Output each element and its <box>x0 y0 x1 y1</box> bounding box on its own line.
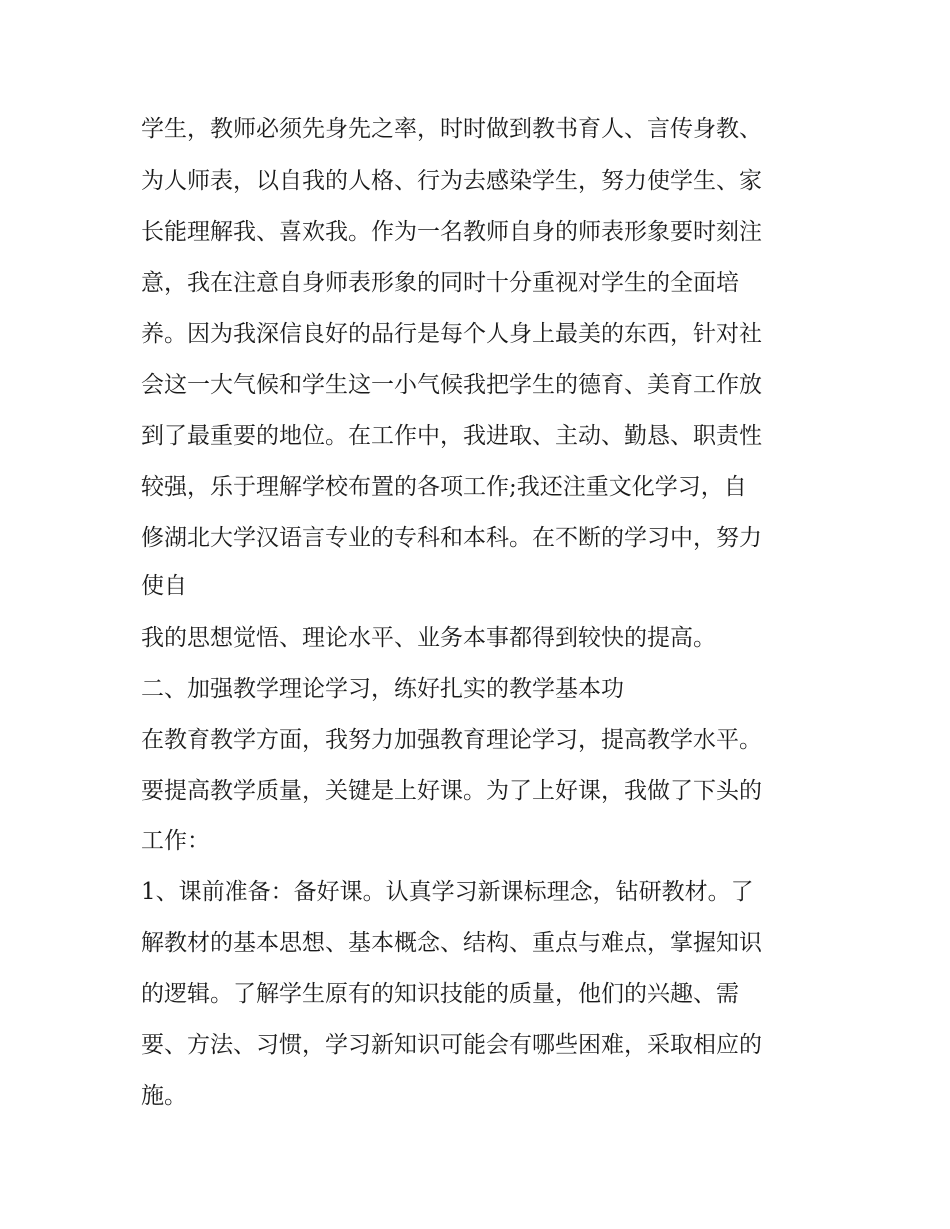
paragraph-line: 我的思想觉悟、理论水平、业务本事都得到较快的提高。 <box>141 625 716 651</box>
paragraph-line: 意，我在注意自身师表形象的同时十分重视对学生的全面培 <box>141 270 739 296</box>
paragraph-line: 养。因为我深信良好的品行是每个人身上最美的东西，针对社 <box>141 321 762 347</box>
paragraph-line: 的逻辑。了解学生原有的知识技能的质量，他们的兴趣、需 <box>141 981 739 1007</box>
paragraph-line: 解教材的基本思想、基本概念、结构、重点与难点，掌握知识 <box>141 930 762 956</box>
paragraph-line: 施。 <box>141 1083 187 1109</box>
paragraph-line: 工作： <box>141 828 210 854</box>
paragraph-line: 到了最重要的地位。在工作中，我进取、主动、勤恳、职责性 <box>141 423 762 449</box>
paragraph-line: 使自 <box>141 573 187 599</box>
paragraph-line: 修湖北大学汉语言专业的专科和本科。在不断的学习中，努力 <box>141 525 762 551</box>
list-item-line: 1、课前准备：备好课。认真学习新课标理念，钻研教材。了 <box>141 879 754 905</box>
paragraph-line: 较强，乐于理解学校布置的各项工作;我还注重文化学习，自 <box>141 474 747 500</box>
paragraph-line: 学生，教师必须先身先之率，时时做到教书育人、言传身教、 <box>141 116 762 142</box>
paragraph-line: 要提高教学质量，关键是上好课。为了上好课，我做了下头的 <box>141 778 762 804</box>
paragraph-line: 会这一大气候和学生这一小气候我把学生的德育、美育工作放 <box>141 372 762 398</box>
section-heading: 二、加强教学理论学习，练好扎实的教学基本功 <box>141 676 624 702</box>
paragraph-line: 要、方法、习惯，学习新知识可能会有哪些困难，采取相应的 <box>141 1032 762 1058</box>
paragraph-line: 长能理解我、喜欢我。作为一名教师自身的师表形象要时刻注 <box>141 219 762 245</box>
paragraph-line: 为人师表，以自我的人格、行为去感染学生，努力使学生、家 <box>141 168 762 194</box>
paragraph-line: 在教育教学方面，我努力加强教育理论学习，提高教学水平。 <box>141 727 762 753</box>
